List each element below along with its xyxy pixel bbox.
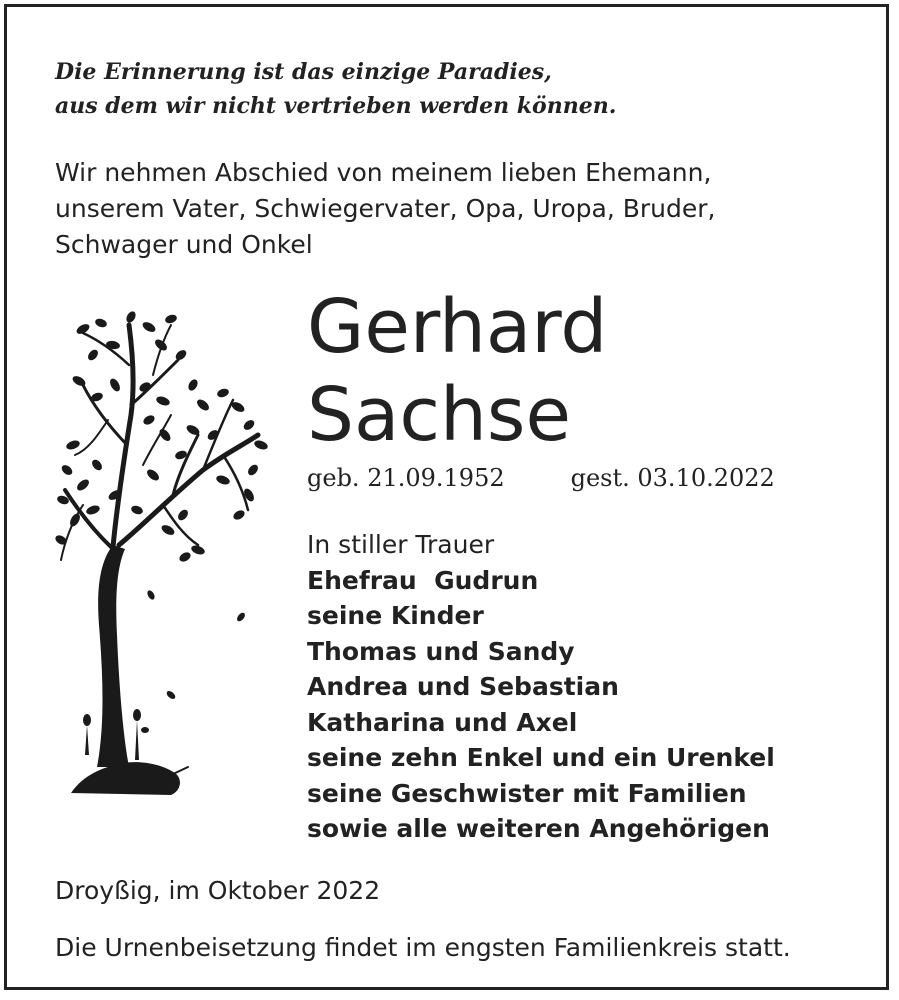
deceased-name <box>307 283 607 459</box>
intro-line: Wir nehmen Abschied von meinem lieben Ehemann, <box>55 158 712 187</box>
tree-icon <box>53 305 273 805</box>
quote-line: Die Erinnerung ist das einzige Paradies, <box>55 59 552 85</box>
mourners-intro: In stiller Trauer <box>307 530 495 559</box>
last-name: Sachse <box>307 372 571 458</box>
obituary-frame <box>4 4 889 990</box>
mourner-line: sowie alle weiteren Angehörigen <box>307 814 770 843</box>
mourner-line: seine zehn Enkel und ein Urenkel <box>307 743 775 772</box>
mourner-line: seine Kinder <box>307 601 484 630</box>
intro-line: Schwager und Onkel <box>55 230 313 259</box>
burial-note: Die Urnenbeisetzung findet im engsten Familienkreis statt. <box>55 933 791 962</box>
intro-line: unserem Vater, Schwiegervater, Opa, Uropa, Bruder, <box>55 194 716 223</box>
mourner-line: Ehefrau Gudrun <box>307 565 539 595</box>
mourners-list <box>307 527 775 847</box>
mourner-line: Thomas und Sandy <box>307 636 575 666</box>
life-dates <box>307 462 775 494</box>
mourner-line: Andrea und Sebastian <box>307 672 619 701</box>
farewell-intro <box>55 155 716 263</box>
first-name: Gerhard <box>307 284 608 370</box>
death-date: gest. 03.10.2022 <box>570 464 775 492</box>
mourner-line: Katharina und Axel <box>307 707 578 737</box>
place-date: Droyßig, im Oktober 2022 <box>55 876 381 905</box>
quote-line: aus dem wir nicht vertrieben werden können. <box>55 93 617 119</box>
birth-date: geb. 21.09.1952 <box>307 464 505 492</box>
mourner-line: seine Geschwister mit Familien <box>307 778 747 808</box>
memorial-quote <box>55 55 616 123</box>
